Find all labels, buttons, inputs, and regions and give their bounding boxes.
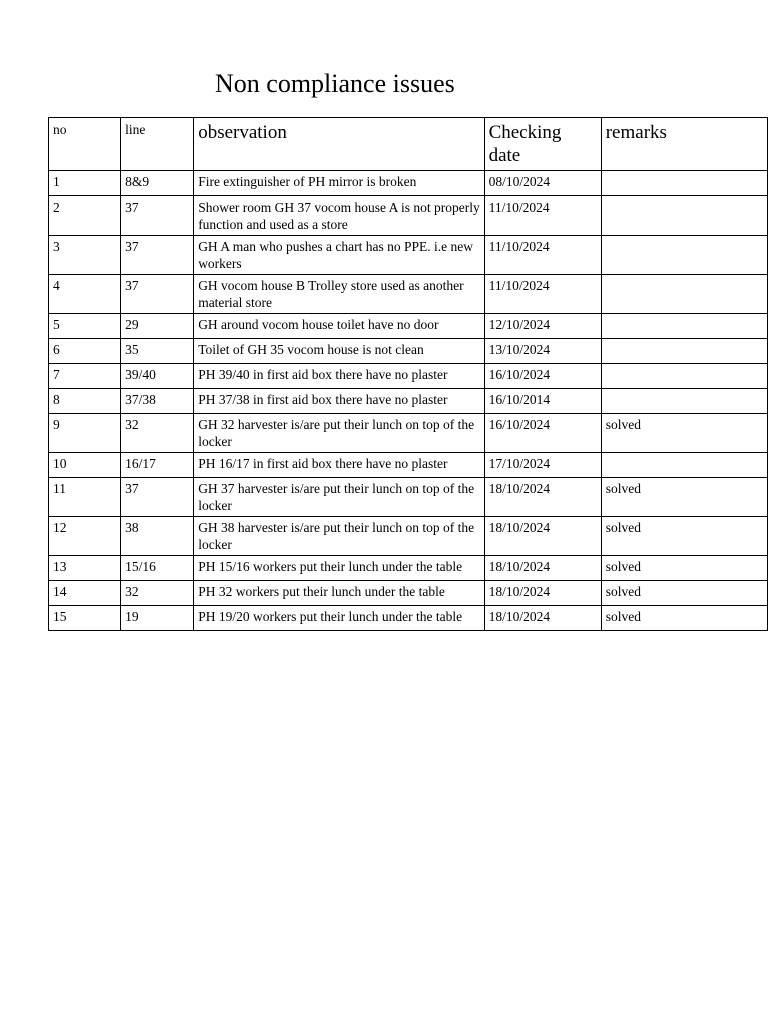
cell-remarks xyxy=(601,339,767,364)
cell-remarks xyxy=(601,389,767,414)
cell-observation: GH A man who pushes a chart has no PPE. i.e new workers xyxy=(194,236,484,275)
cell-line: 37 xyxy=(121,196,194,236)
cell-checking-date: 16/10/2014 xyxy=(484,389,601,414)
cell-line: 37 xyxy=(121,275,194,314)
header-checking-date: Checking date xyxy=(484,118,601,171)
cell-remarks: solved xyxy=(601,581,767,606)
table-row xyxy=(49,581,768,606)
cell-observation: GH 32 harvester is/are put their lunch on top of the locker xyxy=(194,414,484,453)
cell-remarks: solved xyxy=(601,556,767,581)
cell-line: 39/40 xyxy=(121,364,194,389)
cell-remarks xyxy=(601,171,767,196)
cell-checking-date: 16/10/2024 xyxy=(484,364,601,389)
cell-checking-date: 17/10/2024 xyxy=(484,453,601,478)
cell-checking-date: 16/10/2024 xyxy=(484,414,601,453)
cell-remarks: solved xyxy=(601,606,767,631)
cell-remarks: solved xyxy=(601,478,767,517)
cell-observation: Fire extinguisher of PH mirror is broken xyxy=(194,171,484,196)
header-observation: observation xyxy=(194,118,484,171)
non-compliance-table xyxy=(48,117,768,631)
cell-no: 4 xyxy=(49,275,121,314)
cell-checking-date: 12/10/2024 xyxy=(484,314,601,339)
cell-no: 15 xyxy=(49,606,121,631)
table-row xyxy=(49,314,768,339)
table-row xyxy=(49,414,768,453)
cell-line: 32 xyxy=(121,581,194,606)
table-row xyxy=(49,196,768,236)
table-row xyxy=(49,517,768,556)
table-row xyxy=(49,453,768,478)
cell-remarks xyxy=(601,236,767,275)
cell-remarks xyxy=(601,453,767,478)
cell-checking-date: 08/10/2024 xyxy=(484,171,601,196)
cell-remarks xyxy=(601,275,767,314)
cell-observation: PH 39/40 in first aid box there have no plaster xyxy=(194,364,484,389)
cell-checking-date: 11/10/2024 xyxy=(484,275,601,314)
cell-checking-date: 11/10/2024 xyxy=(484,236,601,275)
cell-observation: Toilet of GH 35 vocom house is not clean xyxy=(194,339,484,364)
cell-line: 15/16 xyxy=(121,556,194,581)
cell-no: 9 xyxy=(49,414,121,453)
cell-line: 37 xyxy=(121,236,194,275)
header-line: line xyxy=(121,118,194,171)
cell-observation: GH around vocom house toilet have no door xyxy=(194,314,484,339)
cell-observation: PH 32 workers put their lunch under the table xyxy=(194,581,484,606)
cell-observation: PH 19/20 workers put their lunch under the table xyxy=(194,606,484,631)
page-title: Non compliance issues xyxy=(215,69,455,98)
cell-no: 10 xyxy=(49,453,121,478)
cell-no: 14 xyxy=(49,581,121,606)
header-remarks: remarks xyxy=(601,118,767,171)
cell-no: 5 xyxy=(49,314,121,339)
cell-observation: PH 16/17 in first aid box there have no plaster xyxy=(194,453,484,478)
cell-observation: PH 15/16 workers put their lunch under the table xyxy=(194,556,484,581)
cell-line: 8&9 xyxy=(121,171,194,196)
table-row xyxy=(49,236,768,275)
cell-checking-date: 11/10/2024 xyxy=(484,196,601,236)
cell-observation: GH 38 harvester is/are put their lunch on top of the locker xyxy=(194,517,484,556)
cell-line: 37 xyxy=(121,478,194,517)
table-row xyxy=(49,275,768,314)
table-row xyxy=(49,364,768,389)
cell-checking-date: 13/10/2024 xyxy=(484,339,601,364)
header-row xyxy=(49,118,768,171)
cell-checking-date: 18/10/2024 xyxy=(484,556,601,581)
cell-checking-date: 18/10/2024 xyxy=(484,606,601,631)
cell-no: 11 xyxy=(49,478,121,517)
cell-checking-date: 18/10/2024 xyxy=(484,517,601,556)
table-body xyxy=(49,171,768,631)
cell-line: 32 xyxy=(121,414,194,453)
table-row xyxy=(49,171,768,196)
cell-no: 8 xyxy=(49,389,121,414)
cell-no: 6 xyxy=(49,339,121,364)
cell-line: 16/17 xyxy=(121,453,194,478)
table-row xyxy=(49,606,768,631)
cell-remarks xyxy=(601,364,767,389)
cell-remarks: solved xyxy=(601,414,767,453)
cell-line: 37/38 xyxy=(121,389,194,414)
cell-remarks xyxy=(601,196,767,236)
cell-observation: GH 37 harvester is/are put their lunch on top of the locker xyxy=(194,478,484,517)
cell-no: 3 xyxy=(49,236,121,275)
table-row xyxy=(49,556,768,581)
cell-checking-date: 18/10/2024 xyxy=(484,478,601,517)
cell-checking-date: 18/10/2024 xyxy=(484,581,601,606)
cell-observation: PH 37/38 in first aid box there have no plaster xyxy=(194,389,484,414)
cell-no: 13 xyxy=(49,556,121,581)
cell-no: 1 xyxy=(49,171,121,196)
cell-line: 19 xyxy=(121,606,194,631)
cell-line: 29 xyxy=(121,314,194,339)
cell-no: 12 xyxy=(49,517,121,556)
cell-no: 2 xyxy=(49,196,121,236)
cell-line: 35 xyxy=(121,339,194,364)
cell-line: 38 xyxy=(121,517,194,556)
cell-observation: GH vocom house B Trolley store used as another material store xyxy=(194,275,484,314)
cell-remarks xyxy=(601,314,767,339)
header-no: no xyxy=(49,118,121,171)
table-row xyxy=(49,478,768,517)
table-row xyxy=(49,339,768,364)
table-header xyxy=(49,118,768,171)
cell-no: 7 xyxy=(49,364,121,389)
cell-remarks: solved xyxy=(601,517,767,556)
cell-observation: Shower room GH 37 vocom house A is not properly function and used as a store xyxy=(194,196,484,236)
table-row xyxy=(49,389,768,414)
